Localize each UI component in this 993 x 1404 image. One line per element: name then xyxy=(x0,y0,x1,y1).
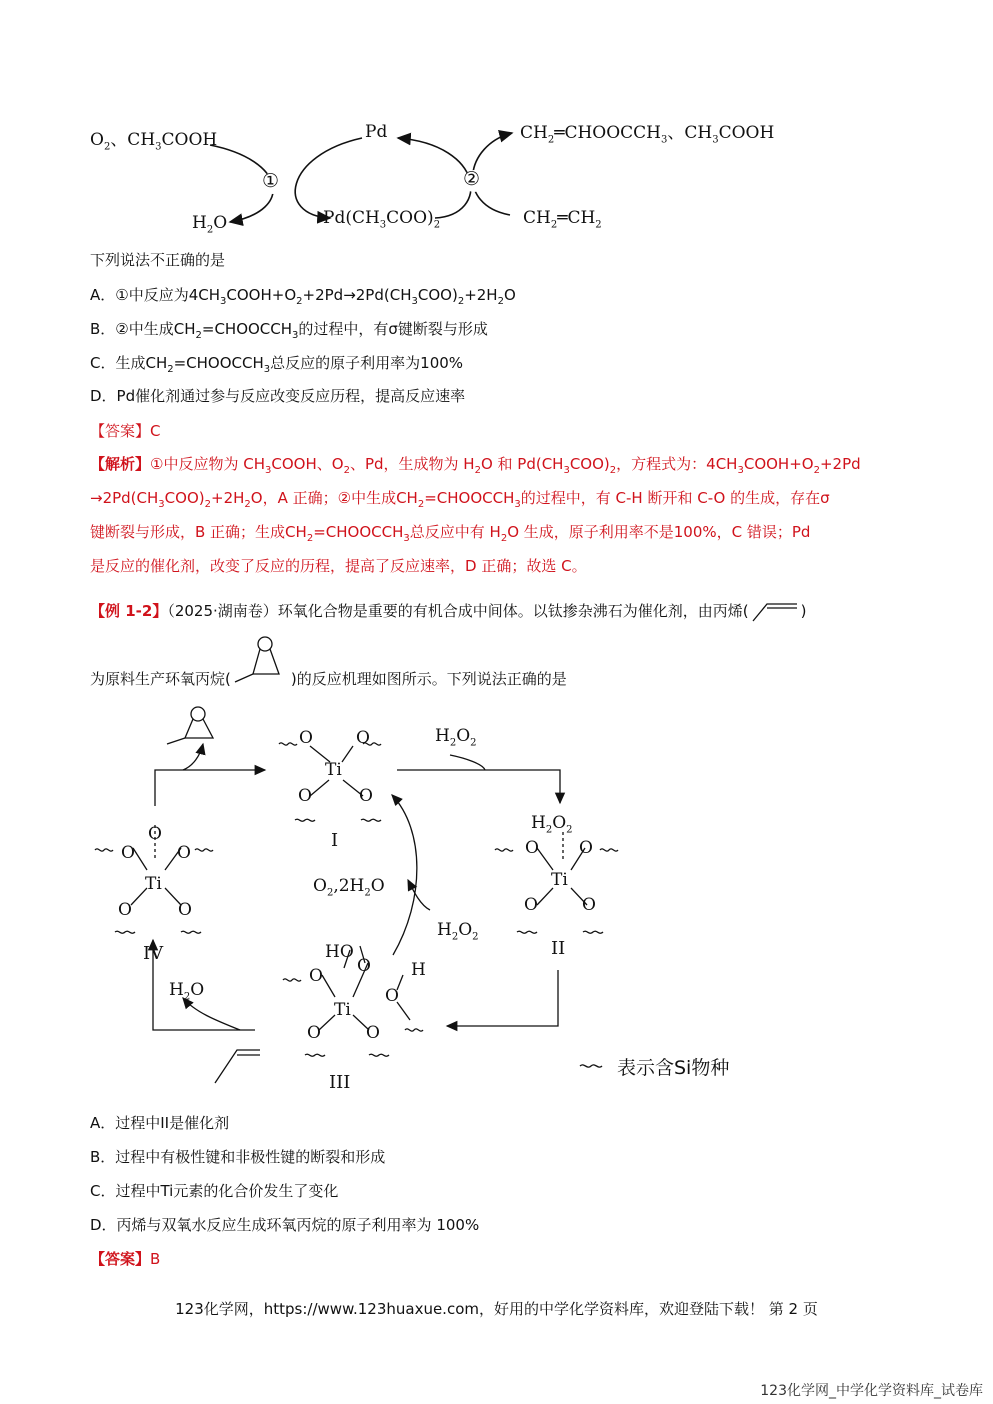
complex-III-o3: O xyxy=(307,1023,321,1043)
complex-III-o-top: O xyxy=(357,956,371,976)
pd-acetate-label: $Pd(CH_3COO)_2$ xyxy=(323,208,441,231)
step1-marker: ① xyxy=(262,170,280,192)
watermark: 123化学网_中学化学资料库_试卷库 xyxy=(760,1383,983,1399)
label-IV: IV xyxy=(143,943,164,964)
q1-answer-label: 【答案】 xyxy=(90,422,151,440)
complex-IV-ti: Ti xyxy=(145,874,162,894)
label-I: I xyxy=(331,830,339,851)
q1-option-d: D．Pd催化剂通过参与反应改变反应历程，提高反应速率 xyxy=(90,387,466,405)
q2-answer xyxy=(90,1248,160,1270)
propene-structure-icon xyxy=(749,601,801,623)
complex-IV-o-top: O xyxy=(148,824,162,844)
complex-II-ti: Ti xyxy=(551,870,568,890)
ti-mechanism-diagram xyxy=(85,700,785,1100)
complex-I-o2: O xyxy=(356,728,370,748)
complex-I-o4: O xyxy=(359,786,373,806)
q1-explain-label: 【解析】 xyxy=(90,455,151,473)
products-label: $CH_2═CHOOCCH_3$、$CH_3COOH$ xyxy=(520,123,775,146)
q1-answer-value: C xyxy=(150,422,161,440)
complex-II-o3: O xyxy=(524,895,538,915)
complex-II-o4: O xyxy=(582,895,596,915)
h2o-bottom-left: $H_2O$ xyxy=(169,980,205,1003)
h2o2-top: $H_2O_2$ xyxy=(435,726,477,749)
propylene-oxide-structure-icon xyxy=(231,668,291,690)
q1-explanation-line-4: 是反应的催化剂，改变了反应的历程，提高了反应速率，D 正确；故选 C。 xyxy=(90,557,587,575)
complex-III-o-h: O xyxy=(385,986,399,1006)
q2-stem-line-1 xyxy=(90,600,807,623)
q1-explain-text-1: ①中反应物为 $CH_3COOH$、$O_2$、Pd，生成物为 $H_2O$ 和 $Pd(CH_3COO)_2$，方程式为：$4CH_3COOH+O_2+2Pd$ xyxy=(150,455,861,476)
q2-tag: 【例 1-2】 xyxy=(90,602,168,620)
complex-III-h: H xyxy=(411,960,426,980)
q2-stem-line-2 xyxy=(90,668,567,690)
reactants-label: $O_2$、$CH_3COOH$ xyxy=(90,130,218,153)
q1-explanation-line-1 xyxy=(90,453,861,482)
complex-III-ho: HO xyxy=(325,942,354,962)
pd-cycle-diagram xyxy=(80,105,800,240)
o2-2h2o-label: $O_2,2H_2O$ xyxy=(313,876,385,899)
si-species-legend: 表示含Si物种 xyxy=(617,1057,730,1079)
q2-stem-part1-end: ) xyxy=(800,602,807,620)
complex-IV-o3: O xyxy=(118,900,132,920)
label-II: II xyxy=(551,938,566,959)
q2-option-c: C．过程中Ti元素的化合价发生了变化 xyxy=(90,1182,339,1200)
complex-II-h2o2: $H_2O_2$ xyxy=(531,813,573,836)
h2o2-middle: $H_2O_2$ xyxy=(437,920,479,943)
q1-explanation-line-3: 键断裂与形成，B 正确；生成$CH_2=CHOOCCH_3$总反应中有 $H_2O$ 生成，原子利用率不是100%，C 错误；Pd xyxy=(90,523,811,544)
complex-IV-o4: O xyxy=(178,900,192,920)
q1-answer xyxy=(90,420,161,442)
q2-option-b: B．过程中有极性键和非极性键的断裂和形成 xyxy=(90,1148,386,1166)
page-footer: 123化学网，https://www.123huaxue.com，好用的中学化学资料库，欢迎登陆下载！ 第 2 页 xyxy=(175,1300,818,1318)
q2-answer-value: B xyxy=(150,1250,161,1268)
step2-marker: ② xyxy=(463,168,481,190)
h2o-label: $H_2O$ xyxy=(192,213,228,236)
complex-II-o2: O xyxy=(579,838,593,858)
pd-label: Pd xyxy=(365,122,388,142)
complex-II-o1: O xyxy=(525,838,539,858)
complex-IV-o2: O xyxy=(177,843,191,863)
complex-I-o1: O xyxy=(299,728,313,748)
q2-answer-label: 【答案】 xyxy=(90,1250,151,1268)
complex-III-o1: O xyxy=(309,966,323,986)
q1-option-a: A．①中反应为$4CH_3COOH+O_2+2Pd\to 2Pd(CH_3COO)_2+2H_2O$ xyxy=(90,286,516,307)
label-III: III xyxy=(329,1072,351,1093)
complex-I-ti: Ti xyxy=(325,760,342,780)
complex-III-o4: O xyxy=(366,1023,380,1043)
q1-option-c: C．生成$CH_2=CHOOCCH_3$总反应的原子利用率为100% xyxy=(90,354,464,375)
q1-stem: 下列说法不正确的是 xyxy=(90,251,226,269)
q2-stem-part2: 为原料生产环氧丙烷( xyxy=(90,670,231,688)
complex-III-ti: Ti xyxy=(334,1000,351,1020)
q2-stem-part1: （2025·湖南卷）环氧化合物是重要的有机合成中间体。以钛掺杂沸石为催化剂，由丙烯( xyxy=(167,602,749,620)
ethylene-label: $CH_2═CH_2$ xyxy=(523,208,602,231)
complex-IV-o1: O xyxy=(121,843,135,863)
q2-option-a: A．过程中II是催化剂 xyxy=(90,1114,230,1132)
q1-option-b: B．②中生成$CH_2=CHOOCCH_3$的过程中，有σ键断裂与形成 xyxy=(90,320,488,341)
complex-I-o3: O xyxy=(298,786,312,806)
q2-option-d: D．丙烯与双氧水反应生成环氧丙烷的原子利用率为 100% xyxy=(90,1216,480,1234)
q2-stem-part2-end: )的反应机理如图所示。下列说法正确的是 xyxy=(290,670,567,688)
q1-explanation-line-2: $\to 2Pd(CH_3COO)_2+2H_2O$，A 正确；②中生成$CH_2=CHOOCCH_3$的过程中，有 C-H 断开和 C-O 的生成，存在σ xyxy=(90,489,830,510)
